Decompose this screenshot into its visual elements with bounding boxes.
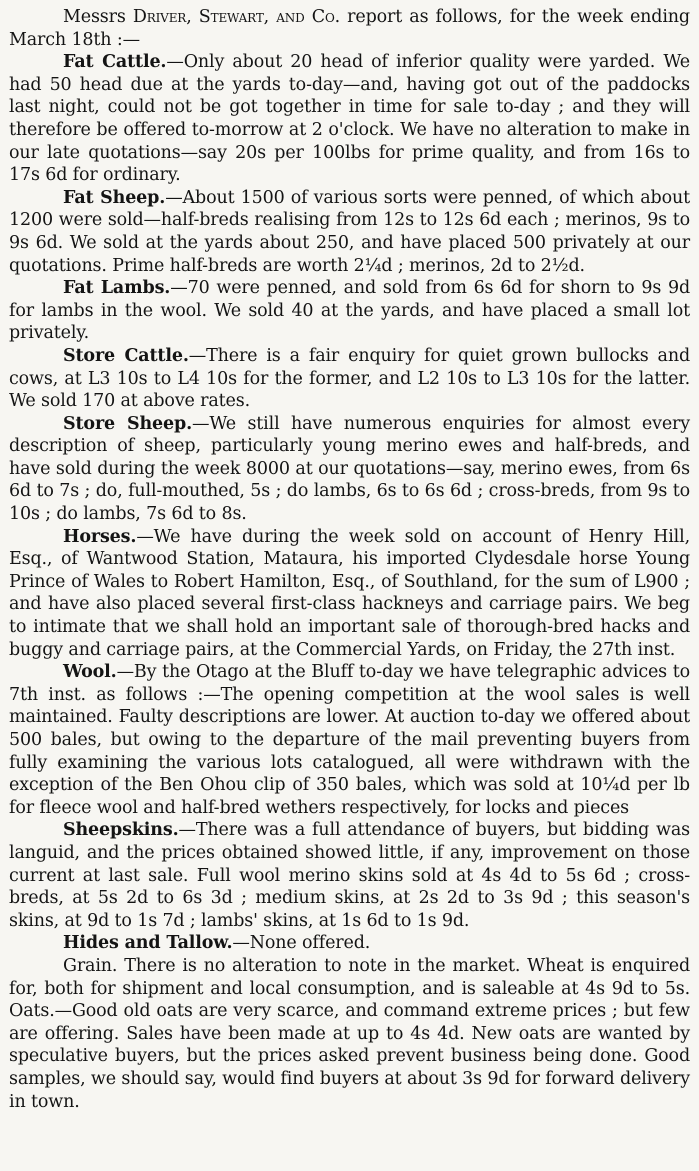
- section-heading: Fat Lambs.: [63, 278, 171, 299]
- section-text: —We still have numerous enquiries for almost every description of sheep, particularly young merino ewes and half-breds, and have sold during the week 8000 at our quotations—say, merino ewes, from 6s 6d to 7s ; do, full-mouthed, 5s ; do lambs, 6s to 6s 6d ; cross-breds, from 9s to 10s ; do lambs, 7s 6d to 8s.: [9, 413, 690, 525]
- report-paragraph-fat-lambs: [9, 277, 690, 345]
- report-paragraph-store-cattle: [9, 345, 690, 413]
- section-text: —About 1500 of various sorts were penned, of which about 1200 were sold—half-breds realising from 12s to 12s 6d each ; merinos, 9s to 9s 6d. We sold at the yards about 250, and have placed 500 privately at our quotations. Prime half-breds are worth 2¼d ; merinos, 2d to 2½d.: [9, 187, 690, 276]
- section-text: —By the Otago at the Bluff to-day we have telegraphic advices to 7th inst. as follows :—The opening competition at the wool sales is well maintained. Faulty descriptions are lower. At auction to-day we offered about 500 bales, but owing to the departure of the mail preventing buyers from fully examining the various lots catalogued, all were withdrawn with the exception of the Ben Ohou clip of 350 bales, which was sold at 10¼d per lb for fleece wool and half-bred wethers respectively, for locks and pieces: [9, 662, 690, 818]
- section-heading: Grain.: [63, 955, 118, 976]
- section-heading: Store Cattle.: [63, 345, 189, 366]
- section-text: —There was a full attendance of buyers, but bidding was languid, and the prices obtained showed little, if any, improvement on those current at last sale. Full wool merino skins sold at 4s 4d to 5s 6d ; cross-breds, at 5s 2d to 6s 3d ; medium skins, at 2s 2d to 3s 9d ; this season's skins, at 9d to 1s 7d ; lambs' skins, at 1s 6d to 1s 9d.: [9, 820, 690, 931]
- report-paragraph-fat-sheep: [9, 187, 690, 277]
- report-paragraph-sheepskins: [9, 819, 690, 932]
- section-text: There is no alteration to note in the market. Wheat is enquired for, both for shipment and local consumption, and is saleable at 4s 9d to 5s. Oats.—Good old oats are very scarce, and command extreme prices ; but few are offering. Sales have been made at up to 4s 4d. New oats are wanted by speculative buyers, but the prices asked prevent business being done. Good samples, we should say, would find buyers at about 3s 9d for forward delivery in town.: [9, 955, 690, 1112]
- report-paragraph-hides-tallow: [9, 932, 690, 955]
- intro-post: report as follows, for the week ending March 18th :—: [9, 7, 690, 50]
- section-text: —70 were penned, and sold from 6s 6d for shorn to 9s 9d for lambs in the wool. We sold 40 at the yards, and have placed a small lot privately.: [9, 278, 690, 344]
- section-text: —None offered.: [232, 933, 371, 954]
- report-paragraph-wool: [9, 661, 690, 819]
- firm-name: Driver, Stewart, and Co.: [132, 7, 341, 27]
- section-heading: Horses.: [63, 526, 137, 547]
- section-text: —We have during the week sold on account of Henry Hill, Esq., of Wantwood Station, Mataura, his imported Clydesdale horse Young Prince of Wales to Robert Hamilton, Esq., of Southland, for the sum of L900 ; and have also placed several first-class hackneys and carriage pairs. We beg to intimate that we shall hold an important sale of thorough-bred hacks and buggy and carriage pairs, at the Commercial Yards, on Friday, the 27th inst.: [9, 526, 690, 660]
- report-paragraph-grain: [9, 955, 690, 1113]
- section-heading: Wool.: [63, 662, 117, 683]
- section-heading: Store Sheep.: [63, 413, 193, 434]
- section-heading: Fat Sheep.: [63, 187, 166, 208]
- section-heading: Hides and Tallow.: [63, 933, 233, 954]
- report-paragraph-fat-cattle: [9, 51, 690, 187]
- section-heading: Fat Cattle.: [63, 52, 167, 73]
- report-paragraph-horses: [9, 526, 690, 662]
- section-heading: Sheepskins.: [63, 820, 179, 841]
- section-text: —There is a fair enquiry for quiet grown bullocks and cows, at L3 10s to L4 10s for the former, and L2 10s to L3 10s for the latter. We sold 170 at above rates.: [9, 345, 690, 412]
- intro-paragraph: [9, 6, 690, 51]
- report-paragraph-store-sheep: [9, 413, 690, 526]
- intro-pre: Messrs: [63, 7, 133, 27]
- section-text: —Only about 20 head of inferior quality were yarded. We had 50 head due at the yards to-day—and, having got out of the paddocks last night, could not be got together in time for sale to-day ; and they will therefore be offered to-morrow at 2 o'clock. We have no alteration to make in our late quotations—say 20s per 100lbs for prime quality, and from 16s to 17s 6d for ordinary.: [9, 52, 690, 186]
